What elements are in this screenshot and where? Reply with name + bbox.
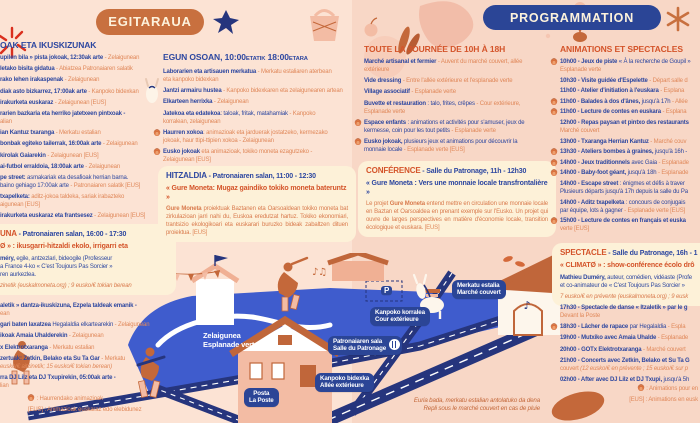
- map-label-post-office: Posta La Poste: [244, 388, 279, 407]
- text-segment: - Marché couv: [648, 138, 687, 145]
- text-segment: - Zelaigunean: [83, 163, 121, 170]
- program-item: [560, 77, 700, 85]
- text-segment: - Espla: [666, 324, 686, 331]
- text-segment: CONFÉRENCE: [366, 166, 421, 175]
- text-segment: [EUS]: [90, 99, 106, 106]
- text-segment: : animations et activités pour s'amuser, jeux de: [405, 119, 525, 126]
- text-segment: - Kanpoko: [287, 110, 316, 117]
- text-segment: 10h30 - Visite guidée d'Espelette: [560, 77, 648, 84]
- text-segment: Plusieurs départs jusqu'à 17h depuis la salle du Pa: [560, 188, 688, 195]
- text-segment: : énigmes et défis à traver: [618, 180, 685, 187]
- text-segment: Hegalaldia elkartearekin: [52, 322, 114, 329]
- program-item: [560, 98, 700, 106]
- text-segment: rra DJ Lilz eta DJ Txupirekin, 05:00ak arte -: [0, 374, 116, 381]
- french-evening-list: [560, 304, 700, 387]
- text-segment: : Haurrendako animazioak: [35, 396, 103, 402]
- text-segment: - Salle du Patronage, 11h - 12h30: [420, 168, 527, 175]
- text-segment: proiektuak Baztanen eta Oarsoaldean tokiko moneta bat zirkulazioan jarri nahi du, Euskoa eredutzat hartuz. Tokiko ekonomiari, trantsizio ekologikoari eta euskarari buruzko bideak zabaltzen dituen proiektua.: [166, 206, 348, 237]
- text-segment: [EUS]: [574, 226, 590, 233]
- map-label-covered-market: Merkatu estalia Marché couvert: [452, 280, 506, 299]
- french-program-title-pill: [483, 5, 661, 30]
- french-show-price-note: 7 eusko/€ en prévente (euskalmoneta.org) ; 9 eusk: [560, 293, 689, 300]
- text-segment: monnaie locale: [364, 146, 403, 153]
- text-segment: pe street:: [0, 174, 28, 181]
- program-item: [560, 304, 700, 320]
- text-segment: txapelketa:: [0, 194, 32, 201]
- basque-conference-box-title: [166, 171, 348, 182]
- text-segment: - Zelaigunean: [212, 99, 249, 106]
- text-segment: [EUS]: [125, 182, 141, 189]
- tower-building: [192, 255, 238, 325]
- program-item: [560, 159, 700, 167]
- text-segment: jokoak, haur ttipi-ttipien xokoa - Zelaigunean: [163, 137, 274, 144]
- text-segment: aditz-jokoa taldeka, sariak irabazteko: [31, 194, 125, 201]
- parking-icon: P: [381, 286, 392, 295]
- text-segment: Laborarien eta artisauen merkatua: [163, 69, 257, 75]
- text-segment: 10h00 - Jeux de piste: [560, 59, 619, 65]
- text-segment: irakurketa euskaraz eta frantsesez: [0, 213, 93, 220]
- french-conference-quote: « Gure Moneta : Vers une monnaie locale transfrontalière »: [366, 180, 548, 196]
- basque-animations-list: [0, 54, 148, 220]
- text-segment: [EUS]: [192, 230, 208, 237]
- program-item: [560, 148, 700, 156]
- text-segment: jusqu'à 5h: [661, 376, 690, 383]
- text-segment: Gure Moneta: [166, 206, 202, 213]
- text-segment: ETARA: [288, 56, 308, 62]
- text-segment: jusqu'à 17h: [640, 98, 671, 105]
- program-item: [0, 302, 150, 318]
- program-item: [0, 344, 150, 352]
- map-label-esplanade: Zelaigunea Esplanade verte: [203, 331, 259, 349]
- text-segment: - Esplanade: [656, 170, 689, 177]
- text-segment: - Patronaiaren salan, 11:00 - 12:30: [206, 173, 316, 180]
- text-segment: 02h00 - After avec DJ Lilz et DJ Txupi,: [560, 376, 662, 383]
- basque-show-description: [0, 255, 168, 279]
- program-item: [560, 357, 700, 373]
- basque-evening-list: [0, 302, 150, 393]
- program-item: [560, 180, 700, 196]
- program-item: [0, 99, 148, 107]
- text-segment: 18:00: [265, 52, 289, 62]
- text-segment: - Abiatzea Patronaiaren salatik: [54, 66, 133, 73]
- music-notes-decoration: ♪♫: [312, 267, 328, 278]
- text-segment: : Animazioak euskaraz edo elebidunez: [42, 406, 142, 413]
- basque-animations-title: OAK ETA IKUSKIZUNAK: [0, 40, 97, 50]
- text-segment: eta animazioak, tokiko moneta ezagutzeko -: [199, 148, 313, 155]
- text-segment: UNA: [0, 229, 17, 238]
- program-item: [163, 110, 355, 126]
- text-segment: zertuak: Zetkin, Belako eta Su Ta Gar: [0, 355, 100, 362]
- text-segment: - Salle du Patronage, 16h - 1: [606, 250, 698, 257]
- program-item: [0, 212, 148, 220]
- text-segment: par Hegalaldia: [628, 324, 667, 331]
- text-segment: 14h00 - Escape street: [560, 180, 619, 187]
- child-friendly-icon: [551, 99, 557, 105]
- program-item: [0, 163, 148, 171]
- text-segment: - Zelaigunean: [67, 333, 104, 340]
- text-segment: EGUN OSOAN, 10:00: [163, 52, 246, 62]
- text-segment: Jantzi armairu hustea: [163, 88, 222, 95]
- french-allday-column: [364, 44, 556, 157]
- text-segment: [EUS]: [449, 146, 465, 153]
- text-segment: - Zelaigunean: [45, 152, 84, 159]
- text-segment: par équipe, lots à gagner: [560, 207, 623, 214]
- program-item: [0, 54, 148, 62]
- text-segment: 21h00 - Concerts avec Zetkin, Belako et Su Ta G: [560, 357, 690, 364]
- star-icon: [213, 10, 239, 34]
- text-segment: couvert: [560, 365, 581, 372]
- french-show-box: [552, 243, 700, 306]
- text-segment: [EUS]: [28, 406, 43, 413]
- program-item: [0, 332, 150, 340]
- text-segment: 17h30 - Spectacle de danse « Itzaletik » par le g: [560, 305, 688, 311]
- map-label-outer-alley: Kanpoko bidexka Allée extérieure: [315, 373, 374, 392]
- program-item: [560, 87, 700, 95]
- child-friendly-icon: [551, 59, 557, 65]
- text-segment: - Patronaiaren salatik: [70, 182, 126, 189]
- text-segment: diak asto bizkarrez, 17:00ak arte: [0, 88, 87, 95]
- text-segment: - Esplanade verte: [402, 146, 450, 153]
- text-segment: : taloak, fritak, matahamiak: [220, 110, 288, 117]
- text-segment: - Zelaigunean: [63, 77, 100, 84]
- program-item: [560, 199, 700, 215]
- text-segment: [EUS]: [629, 396, 645, 403]
- text-segment: egile, antzezlari, bideogile (Professeur: [14, 255, 113, 262]
- text-segment: - Kanpoko bidexkaren eta zelaigunearen artean: [221, 88, 343, 95]
- text-segment: Mathieu Duméry,: [560, 274, 606, 281]
- basque-program-title-pill: [96, 9, 204, 35]
- program-item: [560, 217, 700, 233]
- french-show-quote: « CLIMATØ » : show-conférence écolo drô: [560, 262, 695, 269]
- program-item: [364, 119, 556, 135]
- text-segment: Buvette et restauration: [364, 100, 426, 107]
- text-segment: [EUS]: [424, 225, 440, 232]
- french-legend: [560, 384, 698, 406]
- text-segment: - Zelaigunean: [103, 55, 140, 61]
- text-segment: Eusko jokoak: [163, 148, 200, 155]
- text-segment: - Zelaigunean: [113, 322, 150, 329]
- text-segment: gari baten laxatzea: [0, 322, 53, 329]
- text-segment: x Elektrotxaranga: [0, 344, 48, 351]
- text-segment: korralean, zelaigunean: [163, 118, 221, 125]
- utensils-icon: [389, 339, 400, 350]
- text-segment: - Zelaigunean: [101, 141, 138, 148]
- text-segment: 20h00 - GOTx Elektrotxaranga: [560, 346, 642, 353]
- program-item: [560, 169, 700, 177]
- text-segment: : animazioak eta jarduerak jostatzeko, kermezako: [203, 129, 328, 136]
- text-segment: 14h00 - Jeux traditionnels: [560, 159, 630, 166]
- text-segment: - Merkatu estalian: [47, 344, 95, 351]
- text-segment: 12h00 - Repas paysan et pintxo des restaurants: [560, 119, 689, 126]
- basket-icon: [310, 11, 339, 42]
- text-segment: : concours de conjugais: [624, 199, 686, 206]
- text-segment: jusqu'à 18h: [626, 170, 657, 177]
- legend-line: [560, 384, 698, 393]
- text-segment: (12 eusko/€ en prévente ; 15 eusko/€ sur p: [580, 365, 688, 372]
- legend-line: [28, 406, 141, 414]
- program-item: [163, 68, 355, 84]
- french-conference-box: [358, 161, 556, 237]
- text-segment: - Esplanade verte: [409, 89, 456, 96]
- text-segment: Esplanade verte: [364, 108, 406, 115]
- text-segment: [EUS]: [195, 156, 211, 163]
- text-segment: a France 4-ko « C'est Toujours Pas Sorcier »: [0, 263, 113, 270]
- program-item: [0, 355, 150, 371]
- text-segment: - Esplana: [658, 88, 685, 95]
- text-segment: : Animations pour en: [644, 386, 698, 392]
- text-segment: : Animations en eusk: [644, 396, 698, 403]
- text-segment: kermesse, coin pour les tout petits: [364, 127, 450, 134]
- french-conference-description: [366, 200, 548, 232]
- text-segment: Devant la Poste: [560, 313, 601, 319]
- program-item: [364, 88, 556, 96]
- program-item: [0, 110, 148, 126]
- text-segment: Elkarteen herrixka: [163, 99, 213, 106]
- program-item: [0, 174, 148, 190]
- annex-building: [328, 253, 388, 281]
- text-segment: [EUS]: [670, 207, 686, 214]
- text-segment: - Merkatu estalian: [54, 130, 101, 137]
- text-segment: lian: [0, 382, 9, 389]
- program-item: [364, 77, 556, 85]
- text-segment: asmakariak eta desafioak herrian barna.: [27, 174, 129, 181]
- text-segment: - Esplana: [660, 109, 687, 116]
- program-item: [364, 58, 556, 74]
- text-segment: 11h00 - Balades à dos d'ânes,: [560, 98, 641, 105]
- basque-conference-quote: « Gure Moneta: Mugaz gaindiko tokiko moneta bateruntz »: [166, 185, 347, 201]
- text-segment: Zelaigunean: [163, 156, 196, 163]
- map-label-patronage-hall: Patronaiaren sala Salle du Patronage: [328, 336, 402, 355]
- child-friendly-icon: [551, 160, 557, 166]
- text-segment: - Patronaiaren salan, 16:00 - 17:30: [16, 231, 127, 238]
- text-segment: entend mettre en circulation une monnaie locale en Baztan et Oarsoaldea en prenant exemple sur l'Eusko. Un projet qui ouvre de larges perspectives en matière d'économie locale, transition écologique et euskara.: [366, 201, 548, 232]
- text-segment: - Esplanade: [656, 159, 689, 166]
- text-segment: rako lehen irakaspenak: [0, 77, 64, 84]
- text-segment: bonbak egiteko tailerrak, 16:00ak arte: [0, 141, 102, 148]
- text-segment: - Auvent du marché couvert, allée: [436, 59, 523, 65]
- text-segment: 11h00 - Atelier d'initiation à l'euskara: [560, 88, 659, 95]
- program-item: [364, 100, 556, 116]
- child-friendly-icon: [28, 395, 34, 401]
- program-item: [0, 140, 148, 148]
- text-segment: auteur, comédien, vidéaste (Profe: [605, 274, 692, 281]
- program-item: [560, 376, 700, 384]
- text-segment: 18h30 - Lâcher de rapace: [560, 324, 629, 331]
- child-friendly-icon: [355, 139, 361, 145]
- program-item: [560, 138, 700, 146]
- basque-animations-column: [0, 40, 148, 223]
- legend-line: [560, 396, 698, 404]
- text-segment: HITZALDIA: [166, 171, 207, 180]
- text-segment: Gure Moneta: [389, 201, 425, 208]
- program-item: [163, 129, 355, 145]
- basque-legend: [28, 394, 141, 416]
- text-segment: ren aurkezlea.: [0, 271, 36, 278]
- text-segment: aigunean: [0, 202, 26, 209]
- program-item: [560, 334, 700, 342]
- text-segment: upilen bila » pista jokoak, 12:30ak arte: [0, 55, 104, 61]
- text-segment: kirolak Gaiarekin: [0, 152, 46, 159]
- program-item: [0, 152, 148, 160]
- text-segment: 14h00 - Baby-foot géant,: [560, 170, 627, 177]
- basque-program-title: EGITARAUA: [108, 14, 192, 29]
- text-segment: ean: [0, 311, 10, 317]
- basque-show-quote: Ø » : ikusgarri-hitzaldi ekolo, irrigarri eta: [0, 243, 128, 250]
- text-segment: aletik » dantza-ikuskizuna, Ezpela taldeak emanik -: [0, 303, 137, 309]
- text-segment: - Zelaigunean: [53, 99, 91, 106]
- basque-show-box-title: [0, 229, 168, 240]
- french-animations-list: [560, 58, 700, 233]
- text-segment: [EUS]: [83, 152, 99, 159]
- text-segment: - Merkatu: [99, 355, 126, 362]
- french-show-box-title: [560, 248, 700, 259]
- program-item: [0, 65, 148, 73]
- text-segment: Marché couvert: [560, 127, 600, 134]
- basque-conference-box: [158, 166, 356, 242]
- basque-allday-title: [163, 52, 355, 64]
- text-segment: ETATIK: [245, 56, 266, 62]
- text-segment: - Merkatu estaliaren aterbean: [256, 69, 332, 75]
- text-segment: verte: [560, 226, 575, 233]
- text-segment: ai-futbol erraldoia, 18:00ak arte: [0, 163, 84, 170]
- legend-line: [28, 394, 141, 403]
- text-segment: Le projet: [366, 201, 390, 208]
- french-show-description: [560, 274, 700, 290]
- text-segment: - Entre l'allée extérieure et l'esplanade verte: [401, 78, 513, 85]
- program-item: [560, 108, 700, 116]
- text-segment: eusko/€ aitzinetik; 15 eusko/€ tokian berean): [0, 363, 112, 370]
- program-item: [0, 193, 148, 209]
- text-segment: jusqu'à 16h -: [653, 149, 688, 156]
- program-item: [364, 138, 556, 154]
- basque-show-price-note: zinetik (euskalmoneta.org) ; 9 eusko/€ tokian berean: [0, 282, 132, 289]
- text-segment: Vide dressing: [364, 78, 402, 85]
- text-segment: Marché artisanal et fermier: [364, 59, 437, 65]
- text-segment: plusieurs jeux et animations pour découvrir la: [402, 138, 518, 145]
- text-segment: 11h00 - Lecture de contes en euskara: [560, 109, 661, 116]
- text-segment: - Esplanade verte: [622, 207, 671, 214]
- map-label-outer-courtyard: Kanpoko korralea Cour extérieure: [370, 307, 430, 326]
- text-segment: - Cour extérieure,: [474, 100, 521, 107]
- program-item: [560, 119, 700, 135]
- text-segment: 14h00 - Aditz txapelketa: [560, 199, 625, 206]
- text-segment: - Kanpoko bidexkan: [86, 88, 139, 95]
- program-item: [163, 98, 355, 106]
- basque-allday-list: [163, 68, 355, 164]
- text-segment: Village associatif: [364, 89, 410, 96]
- program-item: [560, 323, 700, 331]
- leaf-decoration: [515, 260, 526, 267]
- text-segment: et co-animateur de « C'est Toujours Pas Sorcier »: [560, 282, 685, 289]
- child-friendly-icon: [154, 149, 160, 155]
- text-segment: Eusko jokoak,: [364, 138, 403, 145]
- program-item: [0, 76, 148, 84]
- leaf-decoration: [502, 255, 513, 263]
- text-segment: ian Kantuz txaranga: [0, 130, 55, 137]
- program-item: [163, 148, 355, 164]
- program-item: [560, 346, 700, 354]
- text-segment: 19h00 - Mutxiko avec Amaia Uhalde: [560, 335, 657, 342]
- french-animations-column: [560, 44, 700, 236]
- program-item: [0, 321, 150, 329]
- text-segment: 15h00 - Lecture de contes en français et euska: [560, 218, 686, 225]
- text-segment: « À la recherche de Goupil »: [618, 59, 691, 65]
- text-segment: - Allée: [670, 98, 688, 105]
- text-segment: [EUS]: [25, 202, 40, 209]
- text-segment: méry,: [0, 255, 15, 262]
- rain-fallback-note: Euria bada, merkatu estalian antolatuko da dena Repli sous le marché couvert en cas de pluie: [413, 397, 540, 412]
- text-segment: letako bisita gidatua: [0, 66, 55, 73]
- child-friendly-icon: [638, 385, 644, 391]
- text-segment: ikoak Amaia Uhalderekin: [0, 333, 68, 340]
- text-segment: [EUS]: [130, 213, 146, 220]
- text-segment: : talo, frites, crêpes: [425, 100, 475, 107]
- text-segment: alian: [0, 118, 12, 125]
- program-item: [0, 129, 148, 137]
- french-program-title: PROGRAMMATION: [509, 10, 635, 25]
- child-friendly-icon: [355, 120, 361, 126]
- program-item: [560, 58, 700, 74]
- text-segment: extérieure: [364, 67, 390, 73]
- text-segment: - Départ salle d: [647, 77, 688, 84]
- text-segment: Haurren xokoa: [163, 129, 204, 136]
- program-item: [0, 374, 150, 390]
- french-animations-title: ANIMATIONS ET SPECTACLES: [560, 44, 683, 54]
- text-segment: - Marché couvert: [641, 346, 686, 353]
- text-segment: Espace enfants: [364, 119, 406, 126]
- dot-decoration: [546, 34, 550, 38]
- svg-text:♪: ♪: [523, 299, 531, 312]
- french-conference-box-title: [366, 166, 548, 177]
- text-segment: - Zelaigunean: [92, 213, 131, 220]
- text-segment: - Esplanade verte: [449, 127, 496, 134]
- text-segment: avec Gaia: [629, 159, 657, 166]
- french-allday-title: TOUTE LA JOURNÉE DE 10H À 18H: [364, 44, 506, 54]
- program-item: [0, 88, 148, 96]
- basque-conference-description: [166, 205, 348, 237]
- basque-show-box: [0, 224, 176, 295]
- basque-allday-column: [163, 52, 355, 167]
- text-segment: irakurketa euskaraz: [0, 99, 54, 106]
- program-item: [163, 87, 355, 95]
- text-segment: - Esplanade: [656, 335, 689, 342]
- text-segment: 13h00 - Txaranga Herrian Kantuz: [560, 138, 649, 145]
- text-segment: eta kanpoko bidexkan: [163, 77, 219, 83]
- text-segment: baino gehiago 17:00ak arte: [0, 182, 71, 189]
- text-segment: 13h30 - Ateliers bombes à graines,: [560, 149, 654, 156]
- french-allday-list: [364, 58, 556, 154]
- text-segment: Jatekoa eta edatekoa: [163, 110, 221, 117]
- text-segment: Esplanade verte: [560, 67, 602, 73]
- text-segment: rarien bazkaria eta herriko jatetxeen pintxoak -: [0, 110, 126, 117]
- text-segment: SPECTACLE: [560, 248, 607, 257]
- child-friendly-icon: [154, 130, 160, 136]
